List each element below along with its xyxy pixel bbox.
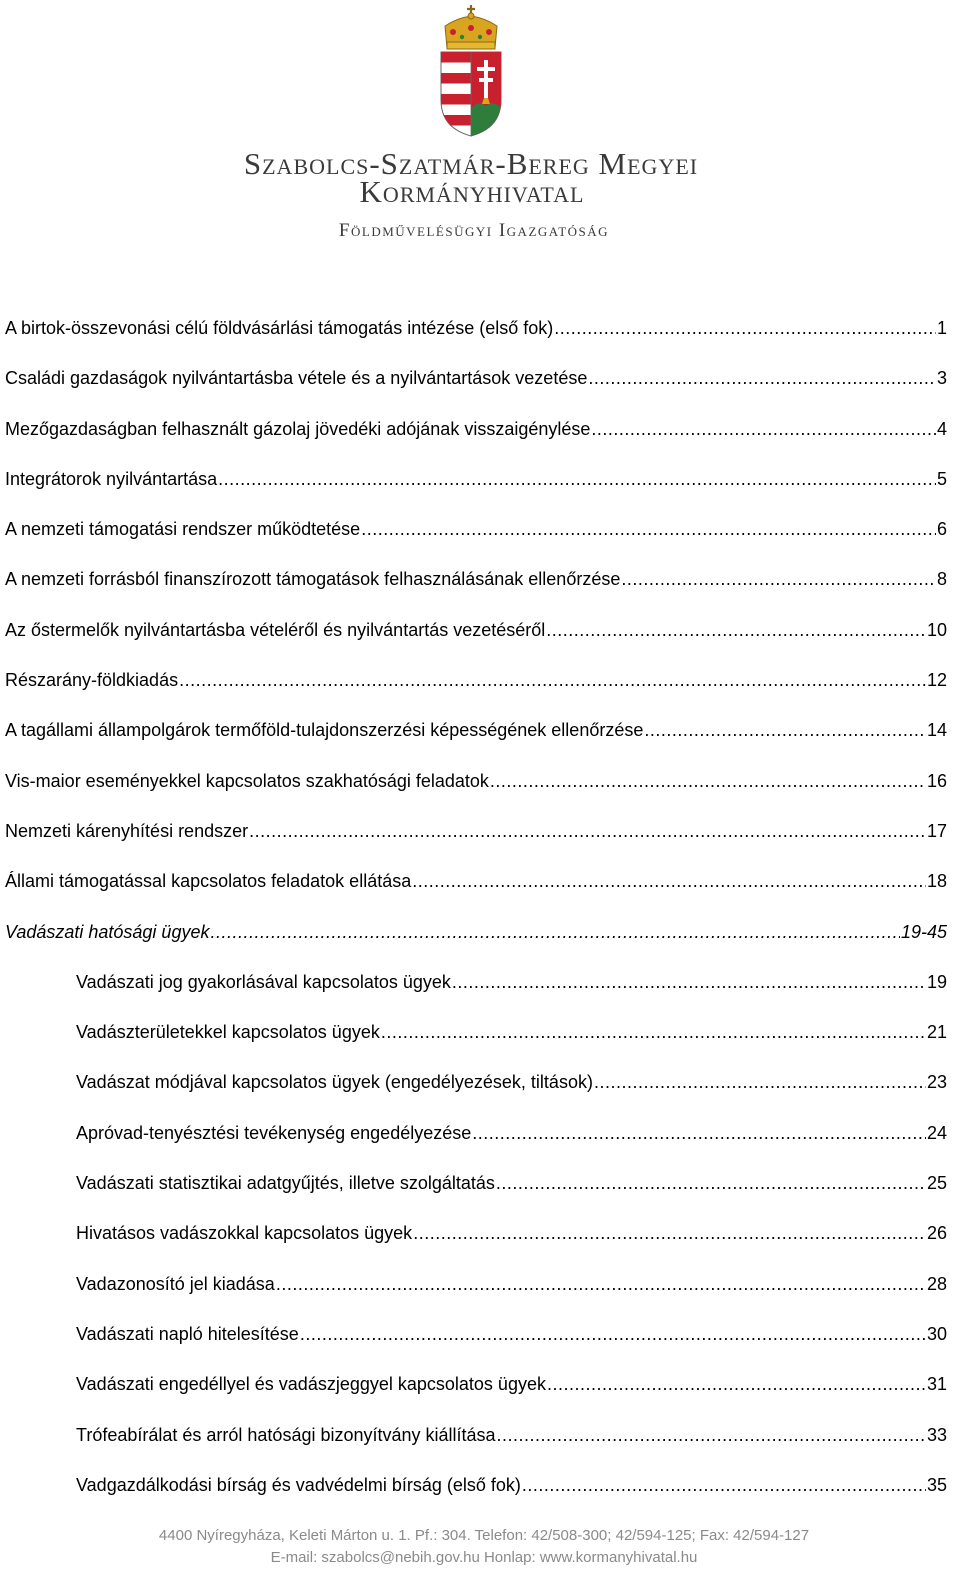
toc-entry-title: A birtok-összevonási célú földvásárlási támogatás intézése (első fok): [5, 318, 554, 338]
toc-entry[interactable]: [5, 413, 947, 463]
toc-subentry[interactable]: [5, 1016, 947, 1066]
toc-leader-dots: [300, 1318, 926, 1350]
toc-page-number: 3: [936, 368, 947, 389]
toc-page-number: 6: [936, 519, 947, 540]
toc-leader-dots: [452, 966, 926, 998]
toc-leader-dots: [496, 1167, 926, 1199]
toc-page-number: 12: [926, 670, 947, 691]
toc-subentry[interactable]: [5, 1419, 947, 1469]
toc-entry-title: Részarány-földkiadás: [5, 670, 179, 691]
toc-leader-dots: [218, 463, 936, 495]
toc-leader-dots: [249, 815, 926, 847]
toc-page-number: 16: [926, 770, 947, 791]
toc-entry-title: Vadászati jog gyakorlásával kapcsolatos ügyek: [76, 971, 451, 992]
toc-page-number: 19: [926, 971, 947, 992]
org-name-line2: Kormányhivatal: [359, 174, 585, 209]
toc-leader-dots: [490, 765, 926, 797]
footer-address: 4400 Nyíregyháza, Keleti Márton u. 1. Pf.: 304. Telefon: 42/508-300; 42/594-125; Fax: 42/594-127: [158, 1527, 810, 1544]
toc-subentry[interactable]: [5, 1217, 947, 1267]
toc-entry-title: Mezőgazdaságban felhasznált gázolaj jövedéki adójának visszaigénylése: [5, 418, 591, 439]
toc-entry-title: Vis-maior eseményekkel kapcsolatos szakhatósági feladatok: [5, 770, 489, 791]
toc-page-number: 23: [926, 1072, 947, 1093]
toc-subentry[interactable]: [5, 1268, 947, 1318]
toc-entry-title: A nemzeti forrásból finanszírozott támogatások felhasználásának ellenőrzése: [5, 569, 621, 590]
toc-page-number: 28: [926, 1273, 947, 1294]
toc-entry[interactable]: [5, 614, 947, 664]
toc-entry-title: Integrátorok nyilvántartása: [5, 468, 218, 489]
toc-leader-dots: [497, 1419, 926, 1451]
toc-page-number: 5: [936, 468, 947, 489]
toc-leader-dots: [621, 563, 936, 595]
toc-entry-title: Hivatásos vadászokkal kapcsolatos ügyek: [76, 1223, 413, 1244]
toc-leader-dots: [594, 1066, 926, 1098]
toc-page-number: 1: [936, 318, 947, 338]
org-department: Földművelésügyi Igazgatóság: [338, 220, 610, 241]
footer-contact: E-mail: szabolcs@nebih.gov.hu Honlap: www.kormanyhivatal.hu: [270, 1549, 698, 1566]
toc-leader-dots: [547, 1368, 926, 1400]
toc-entry-title: Vadazonosító jel kiadása: [76, 1273, 275, 1294]
toc-page-number: 24: [926, 1122, 947, 1143]
toc-page-number: 18: [926, 871, 947, 892]
toc-entry-title: Nemzeti kárenyhítési rendszer: [5, 820, 249, 841]
document-header: [0, 0, 960, 260]
toc-subentry[interactable]: [5, 1368, 947, 1418]
toc-page-number: 26: [926, 1223, 947, 1244]
toc-entry-title: Apróvad-tenyésztési tevékenység engedélyezése: [76, 1122, 472, 1143]
toc-leader-dots: [546, 614, 926, 646]
toc-page-number: 4: [936, 418, 947, 439]
toc-leader-dots: [554, 312, 936, 344]
toc-entry-title: Családi gazdaságok nyilvántartásba vétele és a nyilvántartások vezetése: [5, 368, 588, 389]
toc-entry-title: Állami támogatással kapcsolatos feladatok ellátása: [5, 871, 412, 892]
toc-leader-dots: [472, 1117, 926, 1149]
toc-leader-dots: [522, 1469, 926, 1501]
toc-entry[interactable]: [5, 362, 947, 412]
toc-page-number: 21: [926, 1022, 947, 1043]
toc-entry[interactable]: [5, 865, 947, 915]
toc-section-entry[interactable]: [5, 916, 947, 966]
toc-entry[interactable]: [5, 563, 947, 613]
toc-entry-title: Vadászati napló hitelesítése: [76, 1323, 299, 1344]
toc-entry-title: Vadgazdálkodási bírság és vadvédelmi bírság (első fok): [76, 1474, 521, 1495]
toc-entry-title: Trófeabírálat és arról hatósági bizonyítvány kiállítása: [76, 1424, 496, 1445]
toc-page-number: 10: [926, 619, 947, 640]
toc-entry-title: Vadászat módjával kapcsolatos ügyek (engedélyezések, tiltások): [76, 1072, 593, 1093]
toc-entry[interactable]: [5, 463, 947, 513]
toc-leader-dots: [588, 362, 936, 394]
toc-entry-title: A tagállami állampolgárok termőföld-tulajdonszerzési képességének ellenőrzése: [5, 720, 644, 741]
toc-entry-title: Vadászati engedéllyel és vadászjeggyel kapcsolatos ügyek: [76, 1374, 546, 1395]
toc-entry-title: Vadászati hatósági ügyek: [5, 921, 210, 942]
toc-entry-title: Vadászterületekkel kapcsolatos ügyek: [76, 1022, 380, 1043]
toc-leader-dots: [381, 1016, 926, 1048]
toc-page-number: 35: [926, 1474, 947, 1495]
toc-leader-dots: [412, 865, 926, 897]
toc-page-number: 8: [936, 569, 947, 590]
toc-entry[interactable]: [5, 513, 947, 563]
toc-subentry[interactable]: [5, 1167, 947, 1217]
toc-page-number: 19-45: [900, 921, 947, 942]
toc-leader-dots: [276, 1268, 926, 1300]
toc-page-number: 30: [926, 1323, 947, 1344]
toc-leader-dots: [361, 513, 936, 545]
toc-entry[interactable]: [5, 312, 947, 362]
toc-page-number: 31: [926, 1374, 947, 1395]
toc-subentry[interactable]: [5, 1469, 947, 1519]
table-of-contents: [5, 312, 947, 1519]
toc-leader-dots: [179, 664, 926, 696]
toc-page-number: 25: [926, 1173, 947, 1194]
org-name-line1: Szabolcs-Szatmár-Bereg Megyei: [243, 146, 699, 181]
toc-entry[interactable]: [5, 765, 947, 815]
toc-subentry[interactable]: [5, 1318, 947, 1368]
toc-entry[interactable]: [5, 815, 947, 865]
toc-entry[interactable]: [5, 714, 947, 764]
toc-entry-title: Az őstermelők nyilvántartásba vételéről és nyilvántartás vezetéséről: [5, 619, 546, 640]
toc-subentry[interactable]: [5, 1117, 947, 1167]
toc-page-number: 14: [926, 720, 947, 741]
toc-leader-dots: [413, 1217, 926, 1249]
toc-leader-dots: [210, 916, 899, 948]
toc-page-number: 33: [926, 1424, 947, 1445]
toc-entry[interactable]: [5, 664, 947, 714]
toc-subentry[interactable]: [5, 966, 947, 1016]
toc-leader-dots: [591, 413, 936, 445]
toc-entry-title: Vadászati statisztikai adatgyűjtés, illetve szolgáltatás: [76, 1173, 495, 1194]
toc-page-number: 17: [926, 820, 947, 841]
toc-entry-title: A nemzeti támogatási rendszer működtetése: [5, 519, 361, 540]
toc-leader-dots: [644, 714, 926, 746]
coat-of-arms-icon: [437, 4, 505, 138]
toc-subentry[interactable]: [5, 1066, 947, 1116]
